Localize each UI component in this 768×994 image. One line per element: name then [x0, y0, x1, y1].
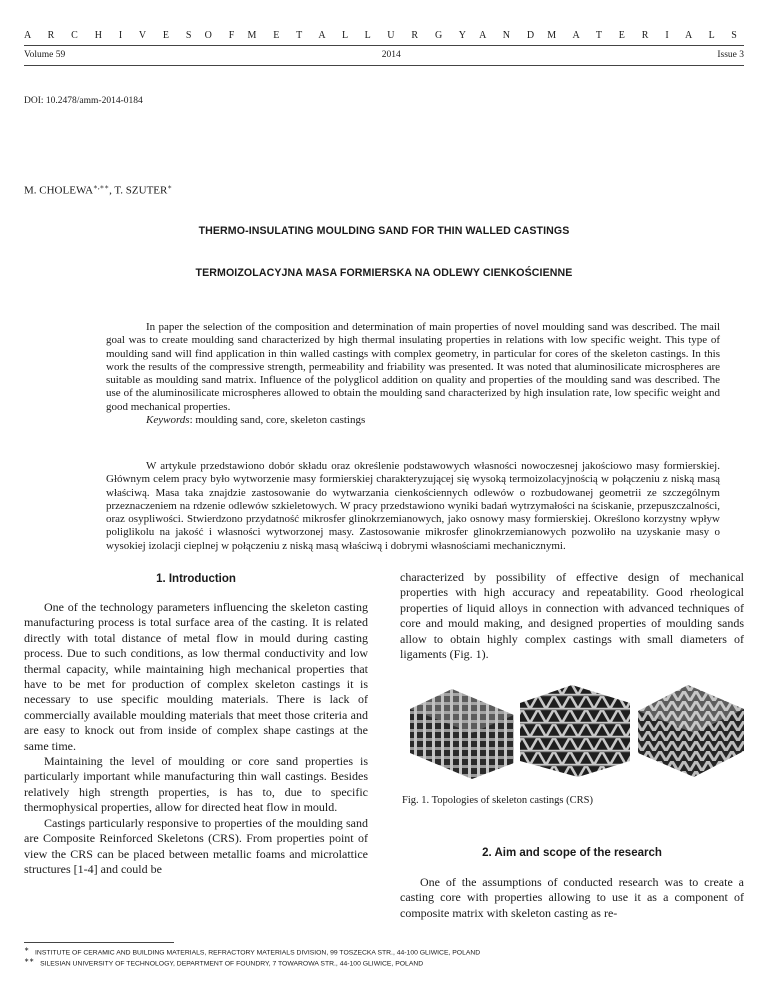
- footnote-1-text: INSTITUTE OF CERAMIC AND BUILDING MATERIALS, REFRACTORY MATERIALS DIVISION, 99 TOSZECKA STR., 44-100 GLIWICE, POLAND: [35, 949, 481, 957]
- abstract-polish-text: W artykule przedstawiono dobór składu oraz określenie podstawowych własności nowoczesnej jakościowo masy formierskiej. Głównym celem pracy było wytworzenie masy formierskiej charakteryzującej się wysoką termoizolacyjnością w połączeniu z niską masą właściwą. Masa taka znajdzie zastosowanie do wytwarzania cienkościennych odlewów o rozbudowanej geometrii ze szczególnym przeznaczeniem na rdzenie odlewów szkieletowych. W pracy przedstawiono wyniki badań wytrzymałości na ściskanie, przepuszczalności, oraz osypliwości. Stwierdzono przydatność mikrosfer glinokrzemianowych, jako osnowy masy formierskiej. Określono korzystny wpływ poliglikolu na jakość i własności wytworzonej masy. Zastosowanie mikrosfer glinokrzemianowych pozwoliło na uzyskanie masy o wysokiej izolacji cieplnej w połączeniu z niską masą właściwą i dobrymi własnościami mechanicznymi.: [106, 460, 720, 552]
- aim-paragraph-1: One of the assumptions of conducted research was to create a casting core with properties allowing to use it as a component of composite matrix with skeleton casting as re-: [400, 875, 744, 920]
- journal-word-archives: A R C H I V E S: [24, 30, 199, 41]
- intro-paragraph-continued: characterized by possibility of effective design of mechanical properties with high accuracy and repeatability. Good rheological properties of liquid alloys in connection with advanced techniques of core and mould making, and designed properties of moulding sands allow to obtain highly complex castings with small diameters of ligaments (Fig. 1).: [400, 570, 744, 662]
- volume: Volume 59: [24, 50, 66, 60]
- footnote-rule: [24, 942, 174, 943]
- footnote-2-text: SILESIAN UNIVERSITY OF TECHNOLOGY, DEPARTMENT OF FOUNDRY, 7 TOWAROWA STR., 44-100 GLIWICE, POLAND: [40, 960, 424, 968]
- intro-paragraph-3: Castings particularly responsive to properties of the moulding sand are Composite Reinforced Skeletons (CRS). From properties point of view the CRS can be placed between metallic foams and microlattice structures [1-4] and could be: [24, 815, 368, 876]
- topology-cubic-lattice: [410, 689, 514, 779]
- section-heading-aim: 2. Aim and scope of the research: [482, 847, 662, 859]
- abstract-english: [106, 321, 720, 427]
- journal-word-and: A N D: [479, 30, 542, 41]
- footnote-1-mark: ∗: [24, 947, 30, 953]
- header-rule-top: [24, 45, 744, 46]
- intro-paragraph-2: Maintaining the level of moulding or core sand properties is particularly important while manufacturing thin wall castings. Besides relatively high strength properties, is has to, due to specific thermophysical properties, allow for directed heat flow in mould.: [24, 754, 368, 815]
- footnote-2: [24, 957, 480, 968]
- footnote-2-mark: ∗∗: [24, 958, 35, 965]
- left-column: [24, 600, 368, 877]
- author-1-affil: ∗,∗∗: [93, 183, 110, 191]
- figure-skeleton-castings: [402, 681, 746, 779]
- title-polish: TERMOIZOLACYJNA MASA FORMIERSKA NA ODLEWY CIENKOŚCIENNE: [195, 267, 573, 279]
- footnotes: [24, 946, 480, 969]
- author-2-affil: ∗: [167, 183, 173, 191]
- issue-meta: [24, 50, 744, 60]
- intro-paragraph-1: One of the technology parameters influencing the skeleton casting manufacturing process is total surface area of the casting. It is related directly with total distance of metal flow in mould during casting process. Due to such conditions, as low thermal conductivity and low thermal capacity, while maintaining high mechanical properties that have to be met for production of complex skeleton castings it is necessary to use specific moulding materials. There is lack of commercially available moulding materials that meet those criteria and are easy to knock out from inside of complex shape castings at the same time.: [24, 600, 368, 753]
- topology-zigzag-lattice: [638, 685, 744, 777]
- keywords-label: Keywords: [146, 414, 190, 427]
- section-heading-introduction: 1. Introduction: [156, 573, 236, 585]
- keywords: [106, 414, 720, 427]
- journal-name: [24, 30, 744, 41]
- header-rule-bottom: [24, 65, 744, 66]
- journal-word-of: O F: [204, 30, 242, 41]
- author-2: T. SZUTER: [114, 184, 168, 197]
- abstract-polish: [106, 460, 720, 553]
- footnote-1: [24, 946, 480, 957]
- title-english: THERMO-INSULATING MOULDING SAND FOR THIN WALLED CASTINGS: [198, 225, 570, 237]
- figure-caption: Fig. 1. Topologies of skeleton castings (CRS): [402, 795, 593, 806]
- author-separator: ,: [109, 184, 115, 197]
- journal-word-metallurgy: M E T A L L U R G Y: [247, 30, 474, 41]
- author-1: M. CHOLEWA: [24, 184, 94, 197]
- journal-word-materials: M A T E R I A L S: [547, 30, 744, 41]
- keywords-text: : moulding sand, core, skeleton castings: [189, 414, 366, 427]
- authors: [24, 183, 172, 197]
- year: 2014: [381, 50, 401, 60]
- right-column: [400, 570, 744, 662]
- issue: Issue 3: [717, 50, 744, 60]
- section-aim-body: [400, 875, 744, 921]
- topology-triangular-lattice: [520, 685, 630, 777]
- abstract-english-text: In paper the selection of the composition and determination of main properties of novel moulding sand was described. The mail goal was to create moulding sand characterized by high thermal insulating properties in relations with low specific weight. This type of moulding sand will find application in thin walled castings with complex geometry, in particular for cores of the skeleton castings. In this work the results of the compressive strength, permeability and friability was presented. It was noted that aluminosilicate microspheres are suitable as moulding sand matrix. Influence of the polyglicol addition on quality and properties of the moulding sand was described. The use of the aluminosilicate microspheres allowed to obtain the moulding sand characterized by high insulation rate, low specific weight and good mechanical properties.: [106, 321, 720, 413]
- doi: DOI: 10.2478/amm-2014-0184: [24, 96, 143, 106]
